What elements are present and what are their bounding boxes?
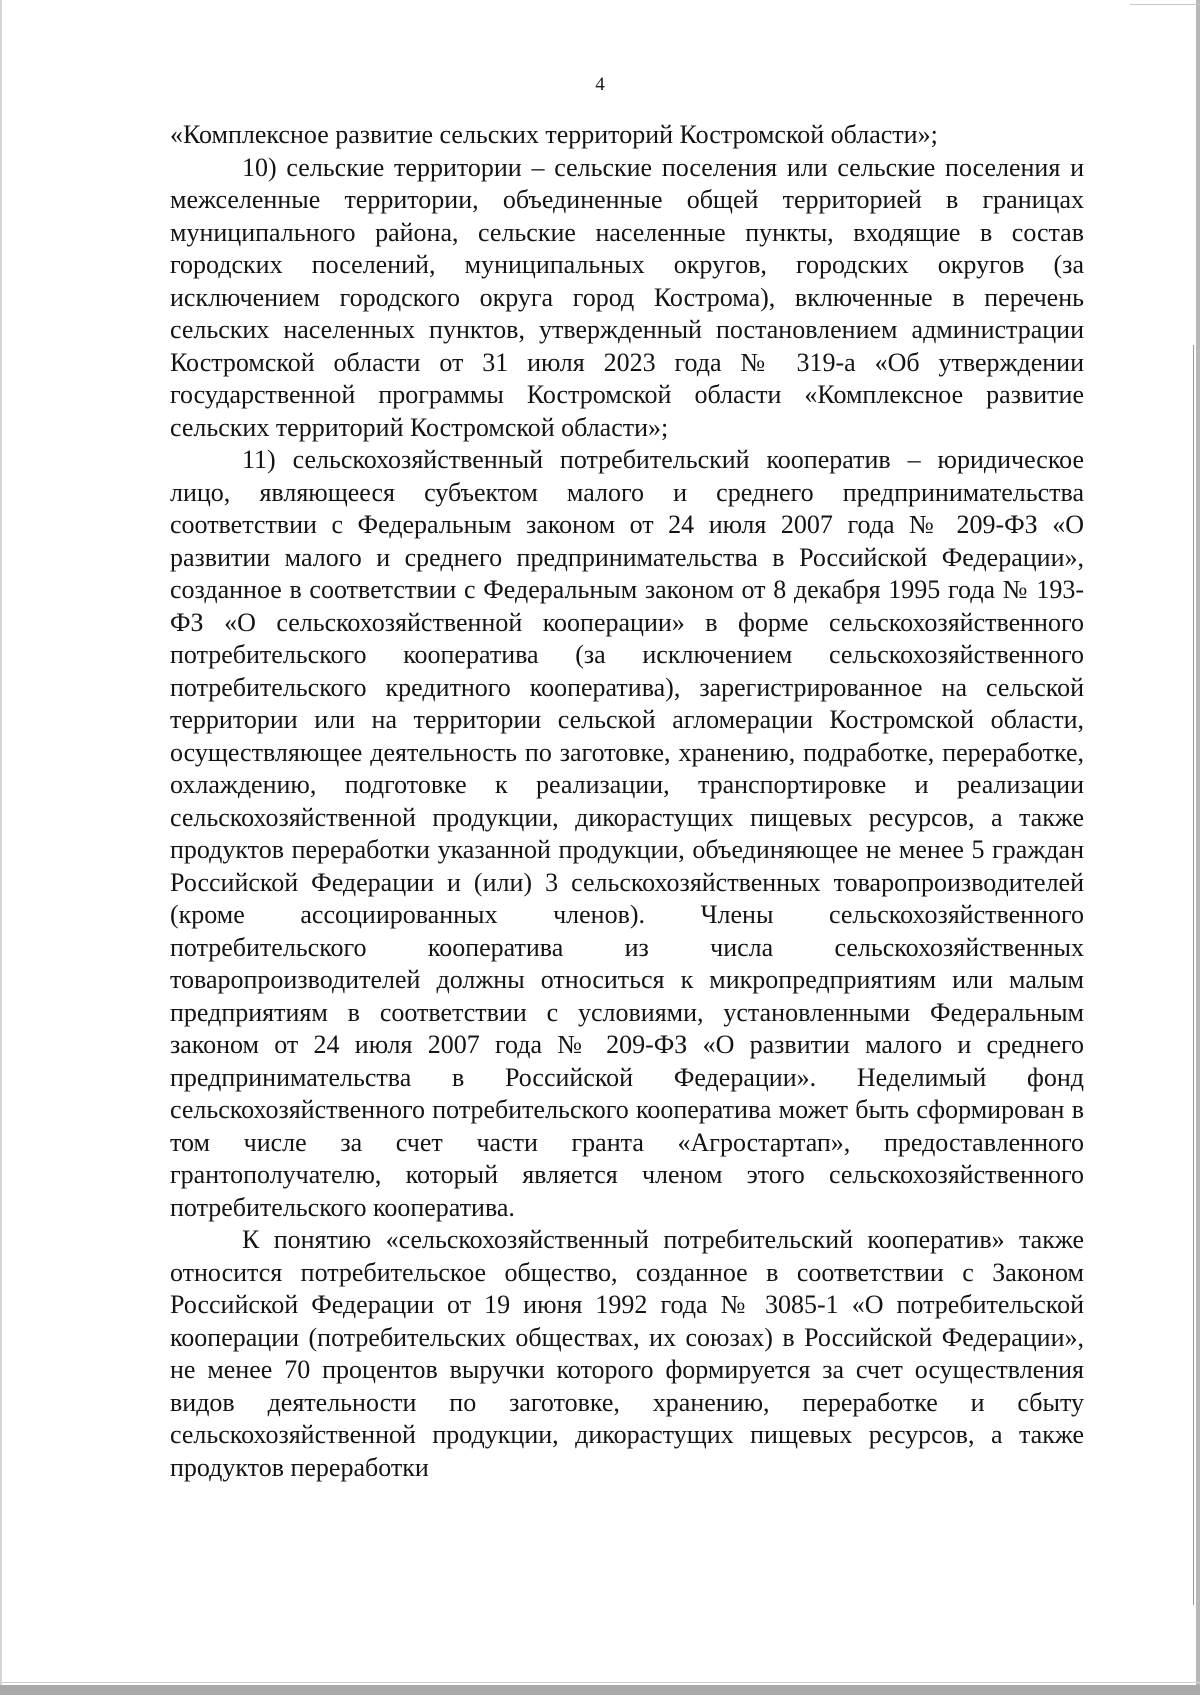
- scan-right-shadow-line: [1193, 345, 1194, 1605]
- scan-right-edge: [1196, 0, 1200, 1695]
- scan-bottom-line: [0, 1682, 1200, 1683]
- paragraph-continuation: «Комплексное развитие сельских территорий Костромской области»;: [170, 120, 938, 149]
- paragraph-item-10: 10) сельские территории – сельские поселения или сельские поселения и межселенные территории, объединенные общей территорией в границах муниципального района, сельские населенные пункты, входящие в состав городских поселений, муниципальных округов, городских округов (за исключением городского округа город Кострома), включенные в перечень сельских населенных пунктов, утвержденный постановлением администрации Костромской области от 31 июля 2023 года № 319-а «Об утверждении государственной программы Костромской области «Комплексное развитие сельских территорий Костромской области»;: [170, 152, 1084, 442]
- scan-left-edge: [0, 0, 2, 1695]
- scan-bottom-edge: [0, 1685, 1200, 1695]
- paragraph-item-11: 11) сельскохозяйственный потребительский кооператив – юридическое лицо, являющееся субъектом малого и среднего предпринимательства соответствии с Федеральным законом от 24 июля 2007 года № 209-ФЗ «О развитии малого и среднего предпринимательства в Российской Федерации», созданное в соответствии с Федеральным законом от 8 декабря 1995 года № 193-ФЗ «О сельскохозяйственной кооперации» в форме сельскохозяйственного потребительского кооператива (за исключением сельскохозяйственного потребительского кредитного кооператива), зарегистрированное на сельской территории или на территории сельской агломерации Костромской области, осуществляющее деятельность по заготовке, хранению, подработке, переработке, охлаждению, подготовке к реализации, транспортировке и реализации сельскохозяйственной продукции, дикорастущих пищевых ресурсов, а также продуктов переработки указанной продукции, объединяющее не менее 5 граждан Российской Федерации и (или) 3 сельскохозяйственных товаропроизводителей (кроме ассоциированных членов). Члены сельскохозяйственного потребительского кооператива из числа сельскохозяйственных товаропроизводителей должны относиться к микропредприятиям или малым предприятиям в соответствии с условиями, установленными Федеральным законом от 24 июля 2007 года № 209-ФЗ «О развитии малого и среднего предпринимательства в Российской Федерации». Неделимый фонд сельскохозяйственного потребительского кооператива может быть сформирован в том числе за счет части гранта «Агростартап», предоставленного грантополучателю, который является членом этого сельскохозяйственного потребительского кооператива.: [170, 445, 1084, 1222]
- document-body: [170, 119, 1084, 1484]
- scan-corner-mark: [1130, 4, 1200, 5]
- page-number: 4: [595, 74, 605, 95]
- paragraph-cooperative-concept: К понятию «сельскохозяйственный потребительский кооператив» также относится потребительское общество, созданное в соответствии с Законом Российской Федерации от 19 июня 1992 года № 3085-1 «О потребительской кооперации (потребительских обществах, их союзах) в Российской Федерации», не менее 70 процентов выручки которого формируется за счет осуществления видов деятельности по заготовке, хранению, переработке и сбыту сельскохозяйственной продукции, дикорастущих пищевых ресурсов, а также продуктов переработки: [170, 1225, 1084, 1482]
